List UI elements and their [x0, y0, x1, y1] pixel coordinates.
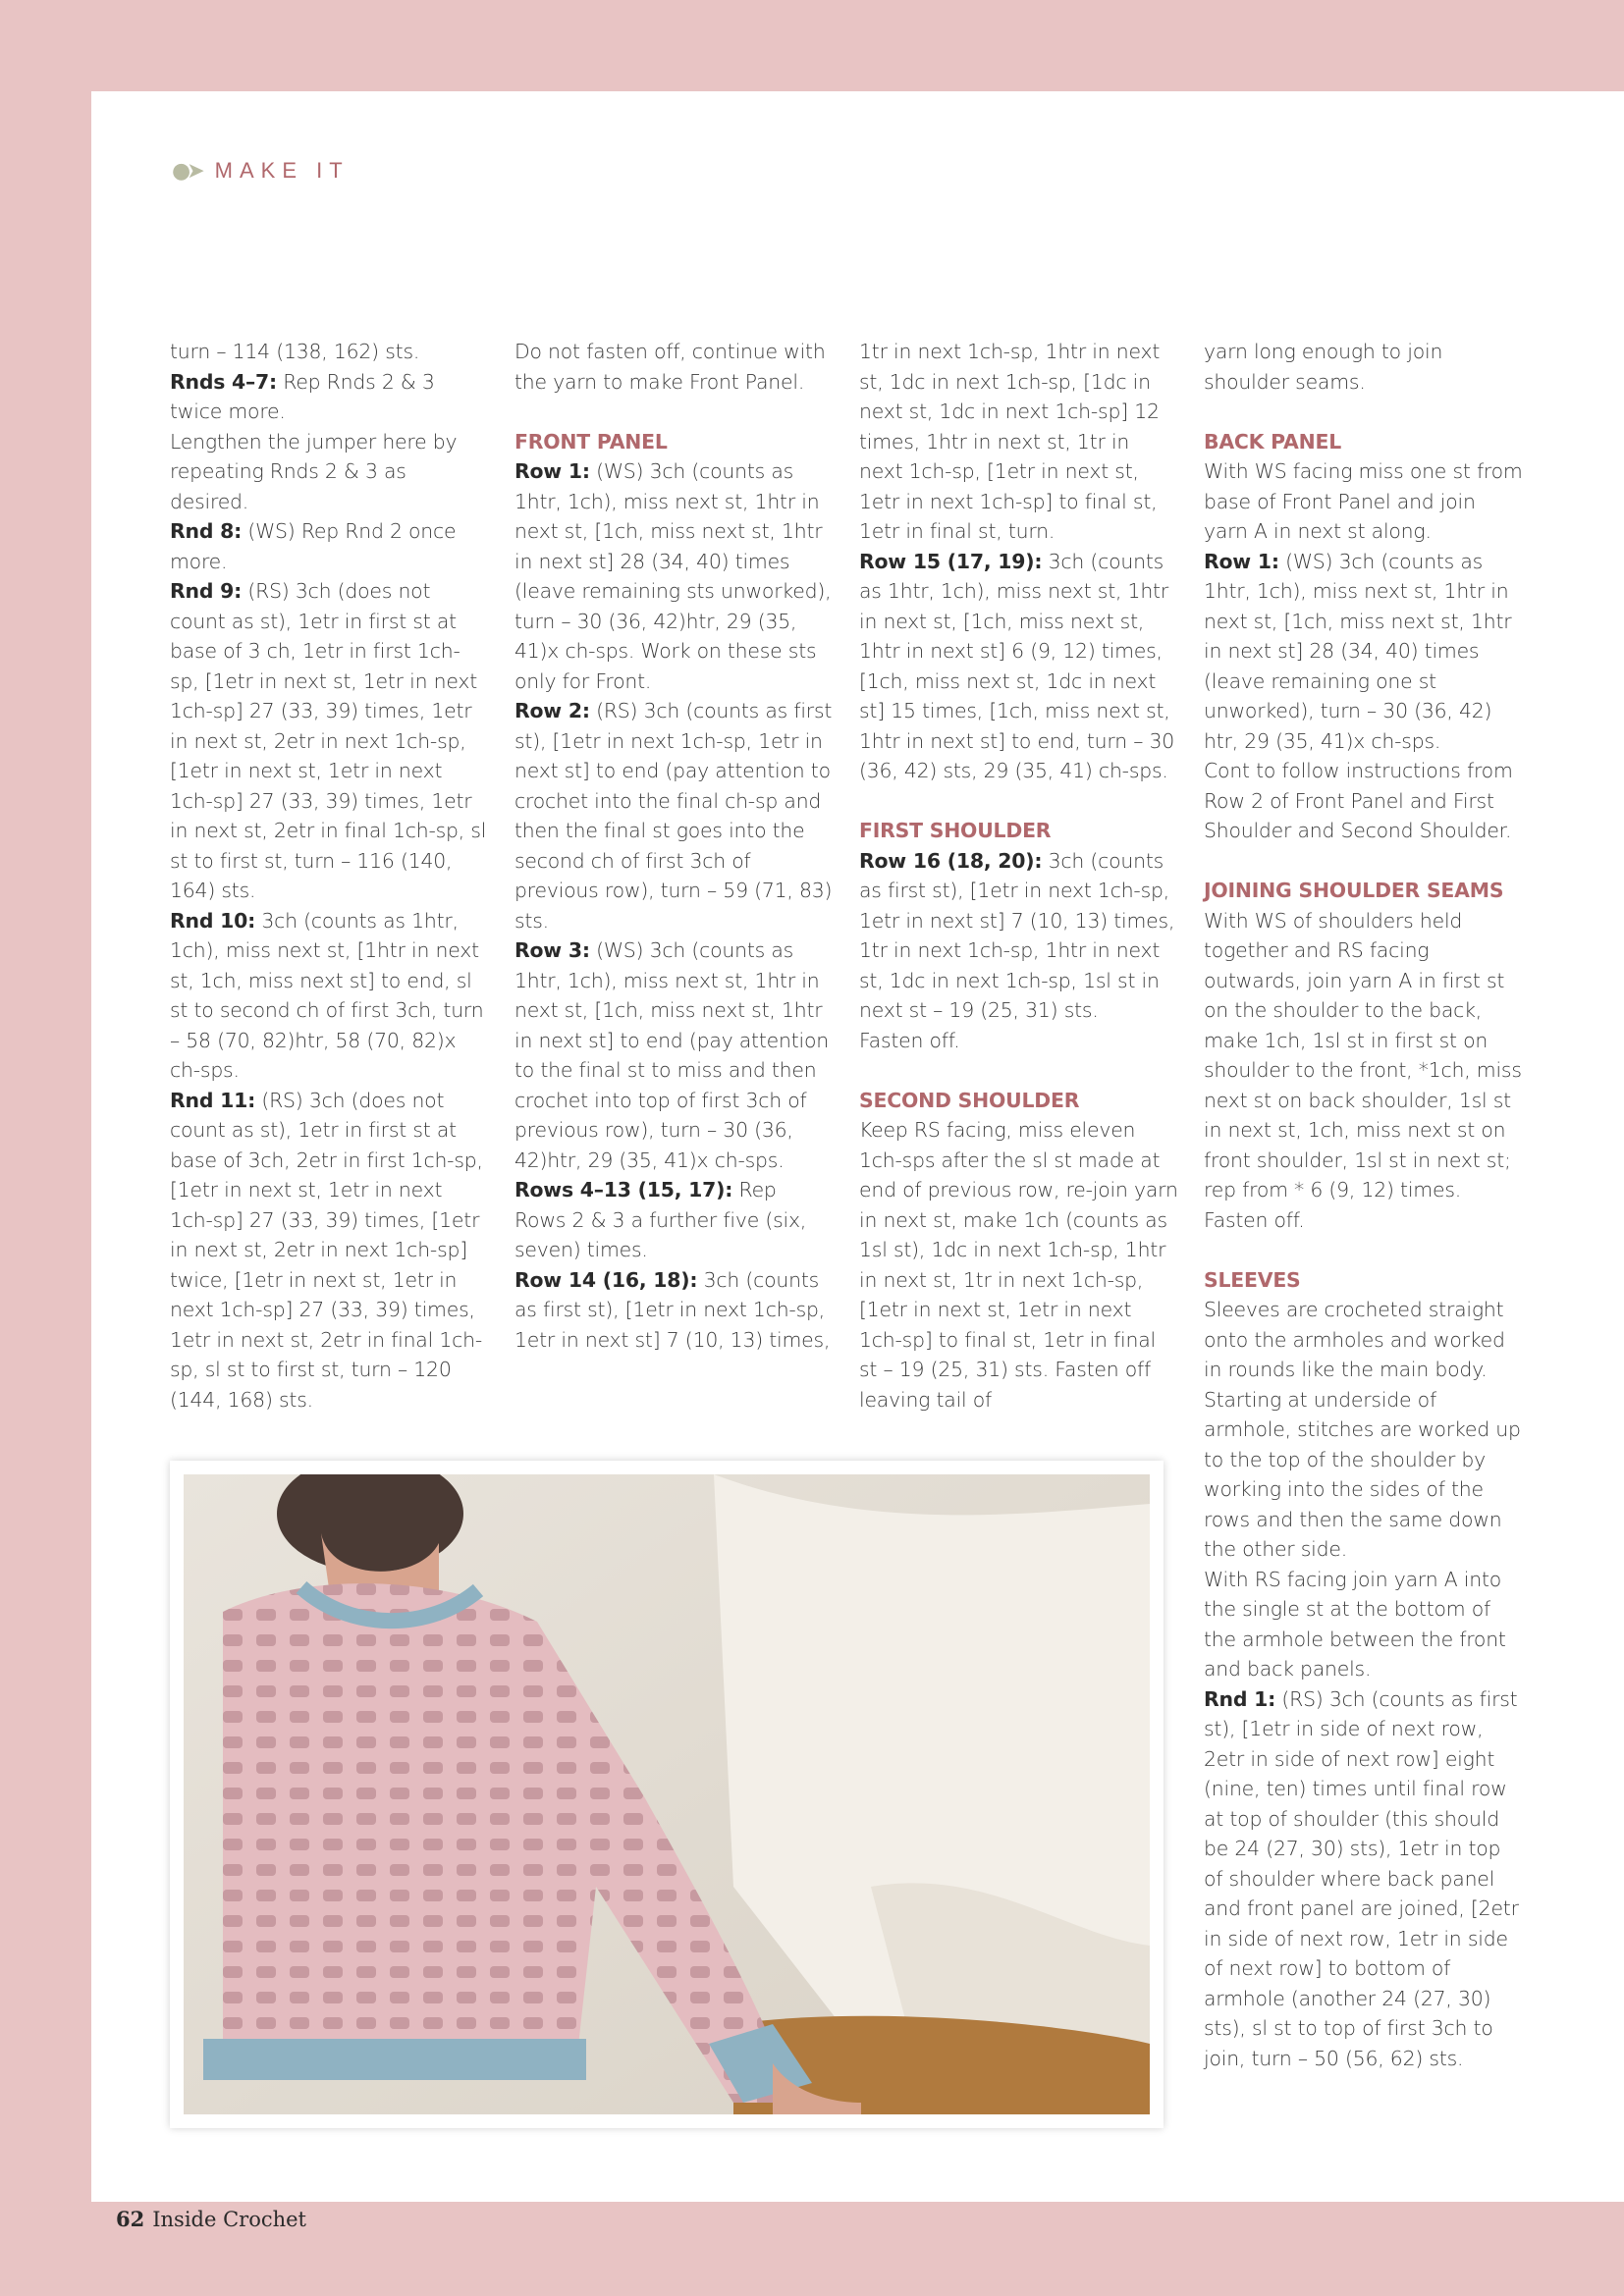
section-heading: SLEEVES: [1204, 1267, 1301, 1292]
instruction-paragraph: [1204, 906, 1523, 1205]
row-label: Rnds 4–7:: [170, 369, 277, 394]
instruction-text: (WS) 3ch (counts as 1htr, 1ch), miss next st, 1htr in next st, [1ch, miss next st, 1htr in next st] 28 (34, 40) times (leave remaining one st unworked), turn – 30 (36, 42) htr, 29 (35, 41)x ch-sps.: [1204, 549, 1512, 753]
instruction-paragraph: [514, 337, 834, 397]
instruction-text: 3ch (counts as 1htr, 1ch), miss next st, 1htr in next st, [1ch, miss next st, 1htr in next st] 6 (9, 12) times, [1ch, miss next st, 1dc in next st] 15 times, [1ch, miss next st, 1htr in next st] to end, turn – 30 (36, 42) sts, 29 (35, 41) ch-sps.: [859, 549, 1175, 782]
row-label: Row 15 (17, 19):: [859, 549, 1043, 573]
instruction-paragraph: [1204, 1684, 1523, 2074]
instruction-text: (WS) 3ch (counts as 1htr, 1ch), miss next st, 1htr in next st, [1ch, miss next st, 1htr in next st] 28 (34, 40) times (leave remaining sts unworked), turn – 30 (36, 42)htr, 29 (35, 41)x ch-sps. Work on these sts only for Front.: [514, 459, 832, 693]
section-heading: BACK PANEL: [1204, 429, 1342, 454]
section-heading: JOINING SHOULDER SEAMS: [1204, 879, 1504, 902]
text-column-4: [1204, 337, 1523, 2073]
instruction-text: (RS) 3ch (counts as first st), [1etr in side of next row, 2etr in side of next row] eight (nine, ten) times until final row at top of shoulder (this should be 24 (27, 30) sts), 1etr in top of shoulder where back panel and front panel are joined, [2etr in side of next row, 1etr in side of next row] to bottom of armhole (another 24 (27, 30) sts), sl st to top of first 3ch to join, turn – 50 (56, 62) sts.: [1204, 1686, 1519, 2070]
instruction-text: (RS) 3ch (does not count as st), 1etr in first st at base of 3ch, 2etr in first 1ch-sp, [1etr in next st, 1etr in next 1ch-sp] 27 (33, 39) times, [1etr in next st, 2etr in next 1ch-sp] twice, [1etr in next st, 1etr in next 1ch-sp] 27 (33, 39) times, 1etr in next st, 2etr in final 1ch-sp, sl st to first st, turn – 120 (144, 168) sts.: [170, 1088, 483, 1412]
instruction-paragraph: [1204, 456, 1523, 547]
row-label: Rnd 8:: [170, 519, 243, 543]
instruction-paragraph: [859, 337, 1178, 547]
sweater-photo: [170, 1461, 1164, 2128]
instruction-text: Rep Rows 2 & 3 a further five (six, seven) times.: [514, 1178, 807, 1261]
instruction-paragraph: [170, 427, 489, 517]
arrow-icon: ●➤: [172, 158, 201, 184]
text-column-2: [514, 337, 834, 1355]
instruction-text: (RS) 3ch (counts as first st), [1etr in next 1ch-sp, 1etr in next st] to end (pay attention to crochet into the final ch-sp and then the final st goes into the second ch of first 3ch of previous row), turn – 59 (71, 83) sts.: [514, 699, 833, 933]
paragraph-gap: [859, 786, 1178, 817]
instruction-paragraph: [514, 696, 834, 935]
text-column-3: [859, 337, 1178, 1415]
paragraph-gap: [859, 1055, 1178, 1086]
instruction-text: With WS of shoulders held together and RS facing outwards, join yarn A in first st on the shoulder to the back, make 1ch, 1sl st in first st on shoulder to the front, *1ch, miss next st on back shoulder, 1sl st in next st, 1ch, miss next st on front shoulder, 1sl st in next st; rep from * 6 (9, 12) times.: [1204, 908, 1522, 1201]
instruction-paragraph: [1204, 337, 1523, 397]
instruction-text: yarn long enough to join shoulder seams.: [1204, 340, 1443, 394]
instruction-text: 3ch (counts as 1htr, 1ch), miss next st, [1htr in next st, 1ch, miss next st] to end, sl st to second ch of first 3ch, turn – 58 (70, 82)htr, 58 (70, 82)x ch-sps.: [170, 908, 484, 1082]
instruction-paragraph: [1204, 1205, 1523, 1236]
instruction-paragraph: [170, 1086, 489, 1415]
row-label: Row 1:: [514, 459, 590, 483]
instruction-text: With RS facing join yarn A into the single st at the bottom of the armhole between the front and back panels.: [1204, 1567, 1506, 1681]
instruction-text: 1tr in next 1ch-sp, 1htr in next st, 1dc in next 1ch-sp, [1dc in next st, 1dc in next 1ch-sp] 12 times, 1htr in next st, 1tr in next 1ch-sp, [1etr in next st, 1etr in next 1ch-sp] to final st, 1etr in final st, turn.: [859, 340, 1161, 543]
instruction-text: 3ch (counts as first st), [1etr in next 1ch-sp, 1etr in next st] 7 (10, 13) times,: [514, 1267, 831, 1352]
instruction-paragraph: [514, 456, 834, 696]
instruction-text: Cont to follow instructions from Row 2 of Front Panel and First Shoulder and Second Shoulder.: [1204, 759, 1513, 842]
text-column-1: [170, 337, 489, 1415]
instruction-paragraph: [170, 516, 489, 576]
instruction-paragraph: [1204, 547, 1523, 757]
page-number: 62: [116, 2207, 145, 2231]
instruction-paragraph: [170, 337, 489, 367]
instruction-paragraph: [514, 1175, 834, 1265]
instruction-paragraph: [170, 906, 489, 1086]
instruction-text: Sleeves are crocheted straight onto the armholes and worked in rounds like the main body. Starting at underside of armhole, stitches are worked up to the top of the shoulder by working into the sides of the rows and then the same down the other side.: [1204, 1298, 1521, 1561]
page: [91, 91, 1624, 2202]
instruction-paragraph: [1204, 1565, 1523, 1684]
row-label: Row 2:: [514, 699, 590, 722]
row-label: Row 1:: [1204, 549, 1279, 573]
instruction-text: (WS) 3ch (counts as 1htr, 1ch), miss next st, 1htr in next st, [1ch, miss next st, 1htr in next st] to end (pay attention to the final st to miss and then crochet into top of first 3ch of previous row), turn – 30 (36, 42)htr, 29 (35, 41)x ch-sps.: [514, 938, 829, 1172]
instruction-paragraph: [1204, 1295, 1523, 1565]
instruction-text: Do not fasten off, continue with the yarn to make Front Panel.: [514, 340, 826, 394]
instruction-text: Rep Rnds 2 & 3 twice more.: [170, 369, 435, 423]
instruction-paragraph: [514, 935, 834, 1175]
instruction-text: Fasten off.: [1204, 1207, 1305, 1232]
section-heading: SECOND SHOULDER: [859, 1088, 1080, 1112]
instruction-paragraph: [170, 367, 489, 427]
page-footer: [116, 2207, 306, 2231]
paragraph-gap: [1204, 846, 1523, 877]
instruction-paragraph: [859, 1115, 1178, 1415]
instruction-paragraph: [859, 1026, 1178, 1056]
instruction-text: turn – 114 (138, 162) sts.: [170, 340, 420, 363]
instruction-paragraph: [1204, 756, 1523, 846]
row-label: Rnd 11:: [170, 1088, 256, 1112]
paragraph-gap: [514, 397, 834, 427]
instruction-text: Keep RS facing, miss eleven 1ch-sps after the sl st made at end of previous row, re-join yarn in next st, make 1ch (counts as 1sl st), 1dc in next 1ch-sp, 1htr in next st, 1tr in next 1ch-sp, [1etr in next st, 1etr in next 1ch-sp] to final st, 1etr in final st – 19 (25, 31) sts. Fasten off leaving tail of: [859, 1118, 1178, 1412]
instruction-text: 3ch (counts as first st), [1etr in next 1ch-sp, 1etr in next st] 7 (10, 13) times, 1tr in next 1ch-sp, 1htr in next st, 1dc in next 1ch-sp, 1sl st in next st – 19 (25, 31) sts.: [859, 848, 1175, 1022]
magazine-name: Inside Crochet: [152, 2208, 306, 2231]
instruction-text: Fasten off.: [859, 1028, 960, 1052]
paragraph-gap: [1204, 397, 1523, 427]
sweater-photo-image: [184, 1474, 1150, 2114]
instruction-text: (WS) Rep Rnd 2 once more.: [170, 519, 457, 573]
instruction-paragraph: [170, 576, 489, 906]
instruction-paragraph: [859, 846, 1178, 1026]
section-heading: FRONT PANEL: [514, 429, 668, 454]
instruction-text: With WS facing miss one st from base of Front Panel and join yarn A in next st along.: [1204, 459, 1523, 543]
instruction-paragraph: [514, 1265, 834, 1356]
paragraph-gap: [1204, 1235, 1523, 1265]
row-label: Row 3:: [514, 938, 590, 962]
instruction-text: Lengthen the jumper here by repeating Rnds 2 & 3 as desired.: [170, 429, 458, 513]
instruction-paragraph: [859, 547, 1178, 786]
section-heading: FIRST SHOULDER: [859, 819, 1052, 842]
row-label: Row 16 (18, 20):: [859, 848, 1043, 873]
section-header: [172, 158, 350, 184]
row-label: Rnd 10:: [170, 908, 256, 933]
section-title: MAKE IT: [214, 158, 350, 183]
row-label: Rnd 9:: [170, 579, 243, 603]
row-label: Row 14 (16, 18):: [514, 1267, 698, 1292]
row-label: Rnd 1:: [1204, 1686, 1276, 1711]
instruction-text: (RS) 3ch (does not count as st), 1etr in first st at base of 3 ch, 1etr in first 1ch-sp, [1etr in next st, 1etr in next 1ch-sp] 27 (33, 39) times, 1etr in next st, 2etr in next 1ch-sp, [1etr in next st, 1etr in next 1ch-sp] 27 (33, 39) times, 1etr in next st, 2etr in final 1ch-sp, sl st to first st, turn – 116 (140, 164) sts.: [170, 579, 487, 902]
row-label: Rows 4–13 (15, 17):: [514, 1178, 733, 1201]
